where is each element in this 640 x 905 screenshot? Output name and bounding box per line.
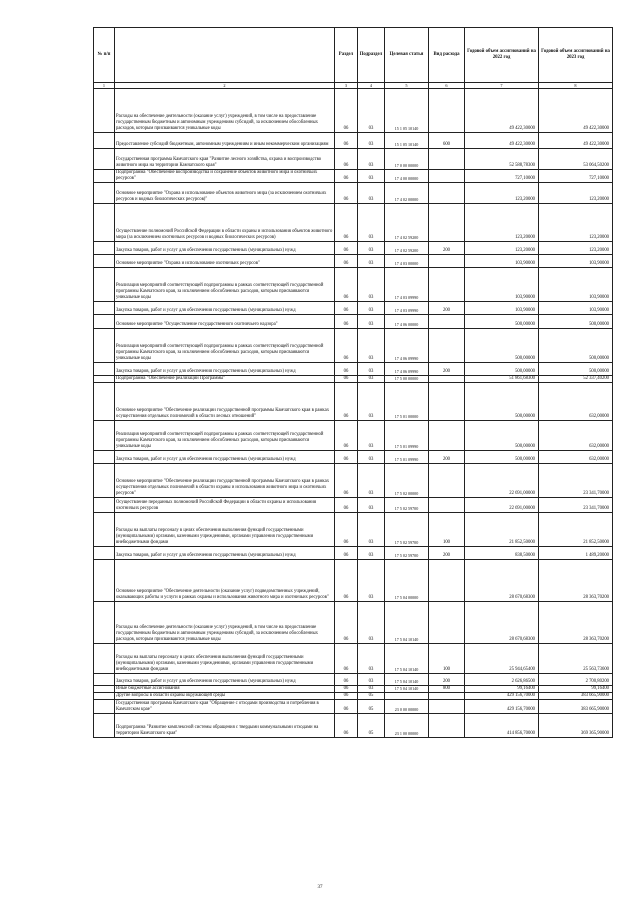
row-podrazdel: 03: [358, 149, 385, 170]
row-name: Закупка товаров, работ и услуг для обеспечения государственных (муниципальных) нужд: [115, 363, 335, 376]
row-amount-2023: 23 341,70000: [539, 498, 613, 513]
row-razdel: 06: [335, 242, 358, 255]
column-number: 8: [539, 83, 613, 89]
row-name: Расходы на обеспечение деятельности (оказание услуг) учреждений, в том числе на предоставление государственным бюджетным и автономным учреждениям субсидий, за исключением обособленных расходов, которым присваиваются уникальные коды: [115, 602, 335, 644]
row-expense-type: [429, 376, 465, 383]
row-razdel: 06: [335, 363, 358, 376]
row-podrazdel: 03: [358, 315, 385, 329]
row-target-code: 23 0 00 00000: [385, 699, 429, 713]
row-amount-2022: 414 856,70000: [465, 713, 539, 737]
row-amount-2023: 500,00000: [539, 315, 613, 329]
row-number: [94, 699, 115, 713]
column-number: 5: [385, 83, 429, 89]
row-target-code: 17 4 00 00000: [385, 170, 429, 183]
row-razdel: 06: [335, 421, 358, 451]
row-podrazdel: 03: [358, 674, 385, 686]
table-row: [94, 315, 613, 329]
row-target-code: [385, 692, 429, 699]
row-razdel: 06: [335, 204, 358, 242]
row-amount-2022: 103,90000: [465, 302, 539, 315]
row-number: [94, 674, 115, 686]
row-podrazdel: 03: [358, 302, 385, 315]
table-row: [94, 464, 613, 498]
row-podrazdel: 03: [358, 329, 385, 363]
row-amount-2022: 21 852,50000: [465, 513, 539, 547]
row-amount-2022: 99,16400: [465, 686, 539, 693]
row-target-code: 17 5 04 10140: [385, 602, 429, 644]
row-razdel: 06: [335, 713, 358, 737]
row-expense-type: 100: [429, 513, 465, 547]
row-target-code: 17 5 04 10140: [385, 686, 429, 693]
row-number: [94, 268, 115, 302]
row-podrazdel: 03: [358, 686, 385, 693]
row-name: Основное мероприятие "Охрана и использование охотничьих ресурсов": [115, 255, 335, 268]
row-podrazdel: 03: [358, 255, 385, 268]
row-expense-type: 200: [429, 674, 465, 686]
row-expense-type: [429, 183, 465, 204]
row-razdel: 06: [335, 451, 358, 464]
row-number: [94, 547, 115, 560]
column-number: 4: [358, 83, 385, 89]
row-target-code: 17 4 06 00000: [385, 315, 429, 329]
row-number: [94, 513, 115, 547]
row-name: Государственная программа Камчатского края "Развитие лесного хозяйства, охрана и воспроизводство животного мира на территории Камчатского края": [115, 149, 335, 170]
row-podrazdel: 03: [358, 644, 385, 674]
row-target-code: 17 4 03 09990: [385, 302, 429, 315]
row-name: Государственная программа Камчатского края "Обращение с отходами производства и потребления в Камчатском крае": [115, 699, 335, 713]
row-expense-type: [429, 602, 465, 644]
row-target-code: 17 5 01 09990: [385, 421, 429, 451]
row-name: Предоставление субсидий бюджетным, автономным учреждениям и иным некоммерческим организациям: [115, 133, 335, 149]
row-expense-type: 100: [429, 644, 465, 674]
row-podrazdel: 03: [358, 268, 385, 302]
row-target-code: 17 0 00 00000: [385, 149, 429, 170]
row-target-code: 17 4 02 59200: [385, 204, 429, 242]
header-razdel: Раздел: [335, 28, 358, 83]
column-number: 3: [335, 83, 358, 89]
row-amount-2023: 99,16400: [539, 686, 613, 693]
row-number: [94, 644, 115, 674]
row-target-code: 17 5 02 59700: [385, 498, 429, 513]
row-expense-type: [429, 315, 465, 329]
table-row: [94, 170, 613, 183]
table-row: [94, 363, 613, 376]
row-target-code: 17 5 02 59700: [385, 547, 429, 560]
column-number: 2: [115, 83, 335, 89]
header-num: № п/п: [94, 28, 115, 83]
row-amount-2023: 103,90000: [539, 255, 613, 268]
row-amount-2022: 838,50000: [465, 547, 539, 560]
row-name: Расходы на обеспечение деятельности (оказание услуг) учреждений, в том числе на предоставление государственным бюджетным и автономным учреждениям субсидий, за исключением обособленных расходов, которым присваиваются уникальные коды: [115, 89, 335, 133]
row-target-code: 17 5 00 00000: [385, 376, 429, 383]
row-expense-type: 800: [429, 686, 465, 693]
row-amount-2022: 429 156,70000: [465, 699, 539, 713]
table-row: [94, 133, 613, 149]
row-number: [94, 376, 115, 383]
table-row: [94, 602, 613, 644]
row-name: Закупка товаров, работ и услуг для обеспечения государственных (муниципальных) нужд: [115, 674, 335, 686]
table-row: [94, 713, 613, 737]
row-amount-2023: 28 363,70200: [539, 560, 613, 602]
table-row: [94, 376, 613, 383]
header-2022: Годовой объем ассигнований на 2022 год: [465, 28, 539, 83]
row-amount-2022: 49 422,30000: [465, 89, 539, 133]
row-podrazdel: 03: [358, 183, 385, 204]
row-number: [94, 242, 115, 255]
row-target-code: 17 4 06 09990: [385, 363, 429, 376]
table-row: [94, 268, 613, 302]
row-expense-type: 200: [429, 363, 465, 376]
table-row: [94, 513, 613, 547]
row-amount-2023: 103,90000: [539, 302, 613, 315]
row-podrazdel: 03: [358, 133, 385, 149]
row-number: [94, 302, 115, 315]
table-row: [94, 451, 613, 464]
row-amount-2023: 103,90000: [539, 268, 613, 302]
header-2023: Годовой объем ассигнований на 2023 год: [539, 28, 613, 83]
row-target-code: 17 5 02 00000: [385, 464, 429, 498]
row-number: [94, 421, 115, 451]
row-amount-2023: 23 341,70000: [539, 464, 613, 498]
row-podrazdel: 05: [358, 699, 385, 713]
row-podrazdel: 03: [358, 89, 385, 133]
row-amount-2022: 49 422,30000: [465, 133, 539, 149]
row-name: Основное мероприятие "Осуществление государственного охотничьего надзора": [115, 315, 335, 329]
table-row: [94, 383, 613, 421]
row-podrazdel: 03: [358, 602, 385, 644]
row-expense-type: [429, 383, 465, 421]
row-number: [94, 149, 115, 170]
row-expense-type: [429, 692, 465, 699]
table-row: [94, 329, 613, 363]
row-name: Основное мероприятие "Обеспечение деятельности (оказание услуг) подведомственных учреждений, оказывающих работы и услуги в рамках охраны и использования животного мира и охотничьих ресурсов": [115, 560, 335, 602]
row-expense-type: [429, 170, 465, 183]
row-target-code: 17 4 03 09990: [385, 268, 429, 302]
row-expense-type: [429, 498, 465, 513]
row-amount-2023: 25 563,73600: [539, 644, 613, 674]
table-row: [94, 560, 613, 602]
row-expense-type: [429, 421, 465, 451]
row-podrazdel: 05: [358, 713, 385, 737]
table-row: [94, 89, 613, 133]
row-expense-type: [429, 560, 465, 602]
row-expense-type: 200: [429, 242, 465, 255]
row-target-code: 17 4 02 00000: [385, 183, 429, 204]
table-header-row: [94, 28, 613, 83]
table-row: [94, 674, 613, 686]
row-amount-2023: 632,00000: [539, 421, 613, 451]
row-razdel: 06: [335, 376, 358, 383]
table-row: [94, 302, 613, 315]
row-target-code: 17 5 01 09990: [385, 451, 429, 464]
row-name: Закупка товаров, работ и услуг для обеспечения государственных (муниципальных) нужд: [115, 451, 335, 464]
row-expense-type: [429, 329, 465, 363]
table-row: [94, 183, 613, 204]
row-name: Подпрограмма "Обеспечение реализации Программы": [115, 376, 335, 383]
row-target-code: 17 5 04 10140: [385, 644, 429, 674]
row-target-code: 23 1 00 00000: [385, 713, 429, 737]
budget-table-sheet: [93, 27, 612, 738]
row-number: [94, 602, 115, 644]
row-expense-type: 200: [429, 547, 465, 560]
row-name: Основное мероприятие "Обеспечение реализации государственной программы Камчатского края в рамках осуществления отдельных полномочий в области охраны и использования животного мира и охотничьих ресурсов": [115, 464, 335, 498]
row-razdel: 06: [335, 513, 358, 547]
table-row: [94, 149, 613, 170]
row-amount-2023: 383 665,90000: [539, 692, 613, 699]
row-amount-2022: 500,00000: [465, 329, 539, 363]
row-target-code: 17 5 01 00000: [385, 383, 429, 421]
row-number: [94, 204, 115, 242]
row-amount-2023: 49 422,30000: [539, 89, 613, 133]
row-expense-type: [429, 713, 465, 737]
row-razdel: 06: [335, 170, 358, 183]
budget-table: [93, 27, 613, 738]
row-razdel: 06: [335, 498, 358, 513]
row-name: Расходы на выплаты персоналу в целях обеспечения выполнения функций государственными (муниципальными) органами, казенными учреждениями, органами управления государственными внебюджетными фондами: [115, 644, 335, 674]
row-name: Основное мероприятие "Обеспечение реализации государственной программы Камчатского края в рамках осуществления отдельных полномочий в области лесных отношений": [115, 383, 335, 421]
row-amount-2022: 727,10000: [465, 170, 539, 183]
row-number: [94, 329, 115, 363]
row-razdel: 06: [335, 560, 358, 602]
row-amount-2022: 2 626,86500: [465, 674, 539, 686]
row-target-code: 15 1 05 10140: [385, 89, 429, 133]
row-podrazdel: 03: [358, 383, 385, 421]
row-amount-2023: 1 489,20000: [539, 547, 613, 560]
row-number: [94, 560, 115, 602]
row-amount-2023: 123,20000: [539, 242, 613, 255]
row-name: Подпрограмма "Обеспечение воспроизводства и сохранение объектов животного мира и охотничьих ресурсов": [115, 170, 335, 183]
row-amount-2022: 22 691,00000: [465, 498, 539, 513]
row-number: [94, 383, 115, 421]
row-razdel: 06: [335, 686, 358, 693]
row-razdel: 06: [335, 89, 358, 133]
row-name: Основное мероприятие "Охрана и использование объектов животного мира (за исключением охотничьих ресурсов и водных биологических ресурсов)": [115, 183, 335, 204]
row-amount-2023: 53 064,50200: [539, 149, 613, 170]
row-podrazdel: 03: [358, 547, 385, 560]
row-amount-2023: 369 365,90000: [539, 713, 613, 737]
row-amount-2022: 25 944,65400: [465, 644, 539, 674]
table-row: [94, 421, 613, 451]
row-razdel: 06: [335, 699, 358, 713]
row-amount-2023: 2 700,80200: [539, 674, 613, 686]
table-row: [94, 692, 613, 699]
row-name: Другие вопросы в области охраны окружающей среды: [115, 692, 335, 699]
row-amount-2023: 500,00000: [539, 329, 613, 363]
header-target: Целевая статья: [385, 28, 429, 83]
row-razdel: 06: [335, 255, 358, 268]
row-amount-2022: 28 670,68300: [465, 602, 539, 644]
row-number: [94, 89, 115, 133]
row-amount-2022: 500,00000: [465, 451, 539, 464]
row-expense-type: [429, 255, 465, 268]
table-row: [94, 255, 613, 268]
row-target-code: 17 5 02 59700: [385, 513, 429, 547]
row-razdel: 06: [335, 329, 358, 363]
row-amount-2022: 500,00000: [465, 315, 539, 329]
table-row: [94, 644, 613, 674]
row-expense-type: [429, 699, 465, 713]
row-amount-2023: 52 337,40200: [539, 376, 613, 383]
row-podrazdel: 03: [358, 204, 385, 242]
header-name: [115, 28, 335, 83]
row-amount-2022: 500,00000: [465, 421, 539, 451]
row-razdel: 06: [335, 315, 358, 329]
row-number: [94, 170, 115, 183]
row-number: [94, 692, 115, 699]
table-row: [94, 686, 613, 693]
header-exp-type: Вид расхода: [429, 28, 465, 83]
row-amount-2022: 123,20000: [465, 204, 539, 242]
row-name: Закупка товаров, работ и услуг для обеспечения государственных (муниципальных) нужд: [115, 302, 335, 315]
row-expense-type: 200: [429, 451, 465, 464]
row-podrazdel: 03: [358, 498, 385, 513]
row-name: Осуществление переданных полномочий Российской Федерации в области охраны и использования охотничьих ресурсов: [115, 498, 335, 513]
row-target-code: 17 5 04 00000: [385, 560, 429, 602]
page-number: 37: [317, 885, 323, 890]
row-amount-2023: 383 665,90000: [539, 699, 613, 713]
table-row: [94, 699, 613, 713]
row-number: [94, 255, 115, 268]
row-target-code: 17 4 06 09990: [385, 329, 429, 363]
row-number: [94, 686, 115, 693]
row-name: Подпрограмма "Развитие комплексной системы обращения с твердыми коммунальными отходами на территории Камчатского края": [115, 713, 335, 737]
row-amount-2022: 500,00000: [465, 363, 539, 376]
row-razdel: 06: [335, 383, 358, 421]
row-amount-2022: 429 156,70000: [465, 692, 539, 699]
row-razdel: 06: [335, 644, 358, 674]
row-amount-2023: 632,00000: [539, 451, 613, 464]
row-target-code: 17 4 03 00000: [385, 255, 429, 268]
row-amount-2022: 22 691,00000: [465, 464, 539, 498]
row-amount-2023: 21 852,50000: [539, 513, 613, 547]
column-number: 6: [429, 83, 465, 89]
row-target-code: 15 1 05 10140: [385, 133, 429, 149]
row-podrazdel: 03: [358, 421, 385, 451]
row-razdel: 06: [335, 183, 358, 204]
row-podrazdel: 03: [358, 464, 385, 498]
row-podrazdel: 03: [358, 242, 385, 255]
row-name: Расходы на выплаты персоналу в целях обеспечения выполнения функций государственными (муниципальными) органами, казенными учреждениями, органами управления государственными внебюджетными фондами: [115, 513, 335, 547]
row-podrazdel: 03: [358, 376, 385, 383]
row-amount-2023: 727,10000: [539, 170, 613, 183]
row-name: Реализация мероприятий соответствующей подпрограммы в рамках соответствующей государственной программы Камчатского края, за исключением обособленных расходов, которым присваиваются уникальные коды: [115, 421, 335, 451]
row-target-code: 17 4 02 59200: [385, 242, 429, 255]
row-podrazdel: 03: [358, 560, 385, 602]
row-expense-type: 600: [429, 133, 465, 149]
table-row: [94, 204, 613, 242]
row-razdel: 06: [335, 302, 358, 315]
row-expense-type: [429, 149, 465, 170]
row-razdel: 06: [335, 149, 358, 170]
row-podrazdel: 05: [358, 692, 385, 699]
row-amount-2022: 52 588,78300: [465, 149, 539, 170]
row-razdel: 06: [335, 602, 358, 644]
row-razdel: 06: [335, 133, 358, 149]
row-expense-type: [429, 464, 465, 498]
row-number: [94, 133, 115, 149]
row-podrazdel: 03: [358, 451, 385, 464]
row-amount-2023: 500,00000: [539, 363, 613, 376]
row-number: [94, 498, 115, 513]
column-number: 1: [94, 83, 115, 89]
row-name: Закупка товаров, работ и услуг для обеспечения государственных (муниципальных) нужд: [115, 242, 335, 255]
row-amount-2022: 51 861,68300: [465, 376, 539, 383]
row-podrazdel: 03: [358, 513, 385, 547]
row-number: [94, 363, 115, 376]
row-number: [94, 464, 115, 498]
column-number: 7: [465, 83, 539, 89]
row-number: [94, 315, 115, 329]
row-name: Реализация мероприятий соответствующей подпрограммы в рамках соответствующей государственной программы Камчатского края, за исключением обособленных расходов, которым присваиваются уникальные коды: [115, 268, 335, 302]
row-name: Реализация мероприятий соответствующей подпрограммы в рамках соответствующей государственной программы Камчатского края, за исключением обособленных расходов, которым присваиваются уникальные коды: [115, 329, 335, 363]
table-row: [94, 547, 613, 560]
row-name: Иные бюджетные ассигнования: [115, 686, 335, 693]
table-row: [94, 242, 613, 255]
row-razdel: 06: [335, 692, 358, 699]
row-amount-2022: 103,90000: [465, 268, 539, 302]
table-row: [94, 498, 613, 513]
row-amount-2023: 123,20000: [539, 183, 613, 204]
row-amount-2022: 123,20000: [465, 183, 539, 204]
row-podrazdel: 03: [358, 170, 385, 183]
row-razdel: 06: [335, 547, 358, 560]
row-expense-type: [429, 204, 465, 242]
table-body: [94, 89, 613, 738]
row-razdel: 06: [335, 268, 358, 302]
header-podrazdel: Подраздел: [358, 28, 385, 83]
row-target-code: 17 5 04 10140: [385, 674, 429, 686]
row-amount-2023: 49 422,30000: [539, 133, 613, 149]
row-number: [94, 713, 115, 737]
row-amount-2023: 632,00000: [539, 383, 613, 421]
row-expense-type: 200: [429, 302, 465, 315]
row-podrazdel: 03: [358, 363, 385, 376]
row-amount-2023: 28 363,70200: [539, 602, 613, 644]
row-name: Закупка товаров, работ и услуг для обеспечения государственных (муниципальных) нужд: [115, 547, 335, 560]
row-amount-2023: 123,20000: [539, 204, 613, 242]
row-name: Осуществление полномочий Российской Федерации в области охраны и использования объектов животного мира (за исключением охотничьих ресурсов и водных биологических ресурсов): [115, 204, 335, 242]
row-expense-type: [429, 268, 465, 302]
row-amount-2022: 500,00000: [465, 383, 539, 421]
row-number: [94, 451, 115, 464]
row-number: [94, 183, 115, 204]
row-expense-type: [429, 89, 465, 133]
row-amount-2022: 28 670,68300: [465, 560, 539, 602]
row-razdel: 06: [335, 674, 358, 686]
row-amount-2022: 123,20000: [465, 242, 539, 255]
row-razdel: 06: [335, 464, 358, 498]
row-amount-2022: 103,90000: [465, 255, 539, 268]
